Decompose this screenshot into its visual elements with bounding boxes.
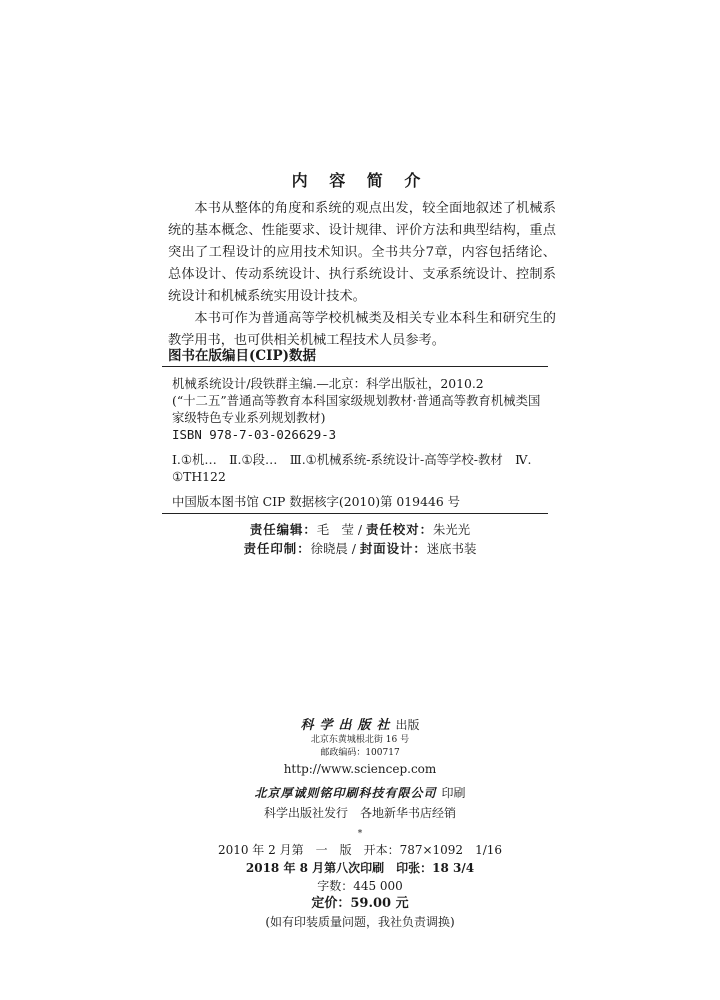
cip-class-1: Ⅰ.①机… Ⅱ.①段… Ⅲ.①机械系统-系统设计-高等学校-教材 Ⅳ. — [172, 452, 532, 467]
edition-line-1: 2010 年 2 月第 一 版 开本：787×1092 1/16 — [217, 843, 503, 857]
cip-line-1: 机械系统设计/段铁群主编.—北京：科学出版社，2010.2 — [172, 376, 484, 391]
cover-design-name: 迷底书装 — [426, 541, 477, 556]
price: 定价：59.00 元 — [311, 896, 409, 911]
publisher-name: 科学出版社 — [300, 718, 396, 733]
proofreader-label: 责任校对： — [366, 522, 433, 537]
cip-block — [172, 375, 552, 510]
cip-bottom-rule — [162, 513, 548, 514]
cip-heading: 图书在版编目(CIP)数据 — [168, 348, 316, 364]
quality-notice: (如有印装质量问题，我社负责调换) — [265, 915, 455, 929]
edition-line-2: 2018 年 8 月第八次印刷 印张：18 3/4 — [245, 861, 475, 875]
cip-verify: 中国版本图书馆 CIP 数据核字(2010)第 019446 号 — [172, 494, 461, 509]
publisher-url: http://www.sciencep.com — [283, 762, 437, 776]
printer-suffix: 印刷 — [441, 786, 466, 800]
editor-label: 责任编辑： — [249, 522, 317, 537]
intro-paragraph-2: 本书可作为普通高等学校机械类及相关专业本科生和研究生的教学用书，也可供相关机械工程技术人员参考。 — [168, 311, 556, 348]
intro-text — [168, 198, 556, 352]
printer-name: 北京厚诚则铭印刷科技有限公司 — [254, 786, 437, 800]
print-manager-name: 徐晓晨 — [310, 541, 348, 556]
intro-paragraph-1: 本书从整体的角度和系统的观点出发，较全面地叙述了机械系统的基本概念、性能要求、设计规律、评价方法和典型结构，重点突出了工程设计的应用技术知识。全书共分7章，内容包括绪论、总体设计、传动系统设计、执行系统设计、支承系统设计、控制系统设计和机械系统实用设计技术。 — [168, 201, 556, 304]
publisher-suffix: 出版 — [395, 718, 420, 732]
cip-top-rule — [162, 366, 548, 367]
cip-line-3: 家级特色专业系列规划教材) — [172, 410, 326, 425]
word-count: 字数：445 000 — [317, 879, 403, 893]
publisher-address: 北京东黄城根北街 16 号 — [310, 735, 410, 745]
editor-name: 毛 莹 — [316, 522, 354, 537]
print-manager-label: 责任印制： — [243, 541, 311, 556]
proofreader-name: 朱光光 — [432, 522, 471, 537]
separator-star: * — [357, 829, 363, 839]
credits: 责任编辑：毛 莹 / 责任校对：朱光光 责任印制：徐晓晨 / 封面设计：迷底书装 — [243, 522, 477, 556]
cip-isbn: ISBN 978-7-03-026629-3 — [172, 427, 337, 442]
cip-class-2: ①TH122 — [172, 469, 226, 484]
publisher-postcode: 邮政编码：100717 — [320, 748, 400, 758]
cover-design-label: 封面设计： — [359, 541, 427, 556]
cip-line-2: (“十二五”普通高等教育本科国家级规划教材·普通高等教育机械类国 — [172, 393, 541, 408]
distribution: 科学出版社发行 各地新华书店经销 — [263, 806, 456, 820]
page-title: 内 容 简 介 — [291, 171, 429, 190]
publisher-block — [0, 714, 720, 931]
